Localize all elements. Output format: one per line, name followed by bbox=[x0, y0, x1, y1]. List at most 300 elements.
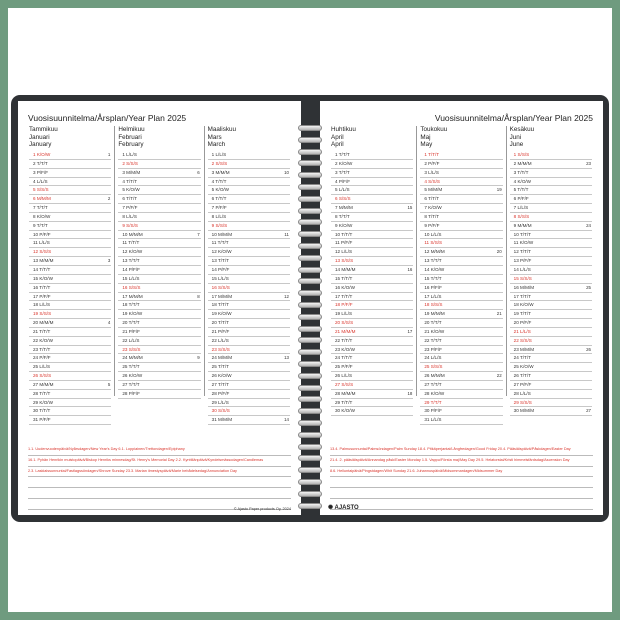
day-row bbox=[29, 178, 111, 187]
month-header bbox=[420, 126, 502, 151]
spiral-ring bbox=[298, 172, 322, 178]
day-row bbox=[510, 381, 592, 390]
day-label: 26 K/O/W bbox=[211, 373, 232, 379]
day-label: 19 S/S/S bbox=[33, 311, 52, 317]
day-label: 26 K/O/W bbox=[122, 373, 143, 379]
spiral-ring bbox=[298, 125, 322, 131]
holiday-notes bbox=[28, 445, 291, 510]
day-row bbox=[29, 354, 111, 363]
day-row bbox=[510, 275, 592, 284]
day-label: 8 K/O/W bbox=[33, 213, 51, 219]
day-row bbox=[29, 319, 111, 328]
day-label: 16 S/S/S bbox=[211, 284, 230, 290]
day-row bbox=[510, 337, 592, 346]
day-row bbox=[331, 390, 413, 399]
spiral-ring bbox=[298, 278, 322, 284]
day-row bbox=[510, 372, 592, 381]
day-row bbox=[208, 275, 290, 284]
day-row bbox=[208, 293, 290, 302]
day-label: 21 P/F/F bbox=[122, 328, 140, 334]
day-label: 23 M/M/M bbox=[513, 346, 535, 352]
day-label: 23 T/T/T bbox=[33, 346, 51, 352]
day-row bbox=[118, 151, 200, 160]
day-label: 3 M/M/M bbox=[122, 169, 141, 175]
day-row bbox=[118, 239, 200, 248]
day-label: 15 L/L/S bbox=[122, 275, 140, 281]
day-label: 4 T/T/T bbox=[122, 178, 138, 184]
day-label: 14 M/M/M bbox=[335, 266, 356, 272]
day-row bbox=[208, 204, 290, 213]
day-label: 10 M/M/M bbox=[211, 231, 233, 237]
day-row bbox=[208, 328, 290, 337]
day-row bbox=[29, 213, 111, 222]
day-label: 16 S/S/S bbox=[122, 284, 141, 290]
day-row bbox=[29, 381, 111, 390]
day-label: 2 T/T/T bbox=[33, 160, 48, 166]
day-label: 19 L/L/S bbox=[335, 311, 353, 317]
spiral-ring bbox=[298, 455, 322, 461]
day-label: 29 T/T/T bbox=[424, 399, 442, 405]
day-row bbox=[331, 222, 413, 231]
day-row bbox=[118, 328, 200, 337]
day-row bbox=[420, 248, 502, 257]
week-number: 22 bbox=[496, 373, 502, 379]
day-row bbox=[420, 151, 502, 160]
day-row bbox=[331, 284, 413, 293]
week-number: 20 bbox=[496, 249, 502, 255]
day-label: 19 M/M/M bbox=[424, 311, 445, 317]
holiday-note: 2.3. Laskiaissunnuntai/Fastlagssöndagen/Shrove Sunday 23.3. Marian ilmestyspäivä/Marie bebådelsedag/Annunciation Day bbox=[28, 467, 291, 478]
day-row bbox=[331, 310, 413, 319]
day-label: 11 L/L/S bbox=[33, 240, 50, 246]
day-label: 25 T/T/T bbox=[211, 364, 229, 370]
day-label: 10 P/F/F bbox=[33, 231, 51, 237]
day-row bbox=[208, 346, 290, 355]
week-number: 18 bbox=[407, 390, 413, 396]
day-label: 9 S/S/S bbox=[122, 222, 138, 228]
day-row bbox=[29, 169, 111, 178]
week-number: 12 bbox=[284, 293, 289, 299]
day-row bbox=[118, 372, 200, 381]
day-label: 28 K/O/W bbox=[424, 390, 445, 396]
day-label: 24 M/M/M bbox=[122, 355, 143, 361]
day-label: 2 S/S/S bbox=[122, 160, 138, 166]
month-header bbox=[331, 126, 413, 151]
day-label: 8 L/L/S bbox=[211, 213, 227, 219]
day-row bbox=[331, 204, 413, 213]
day-label: 25 T/T/T bbox=[122, 364, 140, 370]
month-name-en: February bbox=[118, 141, 144, 149]
spiral-ring bbox=[298, 149, 322, 155]
left-page bbox=[18, 101, 301, 515]
day-row bbox=[29, 248, 111, 257]
day-row bbox=[331, 195, 413, 204]
day-row bbox=[208, 169, 290, 178]
brand-name: AJASTO bbox=[334, 505, 359, 511]
day-row bbox=[331, 213, 413, 222]
day-row bbox=[420, 275, 502, 284]
day-row bbox=[510, 301, 592, 310]
day-label: 28 P/F/F bbox=[122, 390, 140, 396]
month-name-sv: Maj bbox=[420, 133, 431, 141]
day-row bbox=[118, 222, 200, 231]
day-row bbox=[29, 231, 111, 240]
day-label: 11 P/F/F bbox=[335, 240, 353, 246]
spiral-ring bbox=[298, 267, 322, 273]
day-row bbox=[331, 169, 413, 178]
empty-day-row bbox=[118, 399, 200, 407]
day-row bbox=[510, 407, 592, 416]
day-row bbox=[208, 337, 290, 346]
week-number: 6 bbox=[197, 169, 200, 175]
spiral-ring bbox=[298, 420, 322, 426]
day-label: 25 P/F/F bbox=[335, 364, 353, 370]
day-label: 4 T/T/T bbox=[211, 178, 227, 184]
day-label: 20 P/F/F bbox=[513, 320, 532, 326]
day-row bbox=[331, 337, 413, 346]
day-row bbox=[331, 248, 413, 257]
day-label: 10 M/M/M bbox=[122, 231, 143, 237]
month-column-june bbox=[506, 126, 595, 414]
day-row bbox=[208, 416, 290, 425]
day-label: 17 P/F/F bbox=[33, 293, 51, 299]
day-label: 14 L/L/S bbox=[513, 266, 531, 272]
day-label: 26 T/T/T bbox=[513, 373, 531, 379]
month-header bbox=[510, 126, 592, 151]
day-label: 10 L/L/S bbox=[424, 231, 442, 237]
day-row bbox=[29, 293, 111, 302]
day-row bbox=[29, 204, 111, 213]
day-label: 5 S/S/S bbox=[33, 187, 49, 193]
spiral-ring bbox=[298, 503, 322, 509]
week-number: 26 bbox=[586, 346, 591, 352]
holiday-note: 1.1. Uudenvuodenpäivä/Nyårsdagen/New Year's Day 6.1. Loppiainen/Trettondagen/Epiphany bbox=[28, 445, 291, 456]
day-label: 23 K/O/W bbox=[335, 346, 355, 352]
day-row bbox=[510, 310, 592, 319]
empty-day-row bbox=[331, 416, 413, 424]
month-name-fi: Huhtikuu bbox=[331, 126, 356, 133]
day-row bbox=[208, 301, 290, 310]
day-label: 14 K/O/W bbox=[424, 266, 445, 272]
day-label: 10 T/T/T bbox=[335, 231, 353, 237]
day-label: 6 S/S/S bbox=[335, 196, 351, 202]
day-row bbox=[29, 257, 111, 266]
day-row bbox=[29, 151, 111, 160]
day-label: 29 L/L/S bbox=[211, 399, 229, 405]
day-row bbox=[420, 195, 502, 204]
day-row bbox=[331, 354, 413, 363]
day-label: 22 K/O/W bbox=[33, 337, 53, 343]
day-row bbox=[29, 372, 111, 381]
day-label: 11 K/O/W bbox=[513, 240, 534, 246]
day-row bbox=[118, 178, 200, 187]
day-label: 27 P/F/F bbox=[513, 381, 532, 387]
day-row bbox=[29, 266, 111, 275]
month-name-sv: April bbox=[331, 133, 344, 141]
day-row bbox=[118, 195, 200, 204]
day-row bbox=[510, 248, 592, 257]
week-number: 15 bbox=[407, 205, 413, 211]
day-row bbox=[118, 346, 200, 355]
week-number: 25 bbox=[586, 284, 591, 290]
day-label: 19 K/O/W bbox=[211, 311, 232, 317]
month-name-en: March bbox=[207, 141, 226, 149]
day-label: 1 S/S/S bbox=[513, 152, 530, 157]
day-label: 30 K/O/W bbox=[335, 408, 355, 414]
day-row bbox=[420, 257, 502, 266]
week-number: 21 bbox=[496, 311, 502, 317]
day-row bbox=[118, 248, 200, 257]
day-row bbox=[510, 257, 592, 266]
spiral-ring bbox=[298, 302, 322, 308]
day-row bbox=[208, 363, 290, 372]
day-row bbox=[118, 257, 200, 266]
day-row bbox=[331, 301, 413, 310]
day-label: 11 S/S/S bbox=[424, 240, 443, 246]
month-name-sv: Januari bbox=[29, 133, 50, 141]
day-row bbox=[510, 204, 592, 213]
day-row bbox=[420, 222, 502, 231]
day-label: 16 K/O/W bbox=[335, 284, 355, 290]
day-label: 26 M/M/M bbox=[424, 373, 445, 379]
day-label: 25 K/O/W bbox=[513, 364, 534, 370]
spiral-ring bbox=[298, 467, 322, 473]
day-label: 21 K/O/W bbox=[424, 328, 445, 334]
day-label: 2 M/M/M bbox=[513, 160, 532, 166]
week-number: 13 bbox=[284, 355, 289, 361]
spiral-ring bbox=[298, 326, 322, 332]
day-label: 1 K/O/W bbox=[33, 152, 51, 157]
day-row bbox=[118, 213, 200, 222]
day-label: 17 T/T/T bbox=[335, 293, 353, 299]
day-row bbox=[510, 178, 592, 187]
day-label: 6 M/M/M bbox=[33, 196, 51, 202]
month-name-fi: Toukokuu bbox=[420, 126, 448, 133]
week-number: 9 bbox=[197, 355, 200, 361]
day-row bbox=[510, 239, 592, 248]
day-row bbox=[510, 390, 592, 399]
day-row bbox=[331, 293, 413, 302]
day-label: 19 T/T/T bbox=[513, 311, 531, 317]
day-row bbox=[208, 160, 290, 169]
day-label: 24 P/F/F bbox=[33, 355, 51, 361]
spiral-ring bbox=[298, 491, 322, 497]
day-row bbox=[331, 319, 413, 328]
day-label: 7 P/F/F bbox=[211, 205, 227, 211]
copyright-footer: © Ajasto Paper products Oy, 2024 bbox=[233, 507, 291, 511]
month-header bbox=[29, 126, 111, 151]
week-number: 8 bbox=[197, 293, 200, 299]
day-row bbox=[208, 390, 290, 399]
day-row bbox=[510, 160, 592, 169]
holiday-note: 16.1. Pyhän Henrikin muistopäivä/Biskop Henriks minnesdag/St. Henry's Memorial Day 2.2. Kynttilänpäivä/Kyndelsmässodagen/Candlemas bbox=[28, 456, 291, 467]
day-label: 24 L/L/S bbox=[424, 355, 442, 361]
day-row bbox=[208, 248, 290, 257]
day-label: 18 T/T/T bbox=[211, 302, 229, 308]
day-label: 15 T/T/T bbox=[424, 275, 442, 281]
day-row bbox=[420, 407, 502, 416]
day-row bbox=[208, 195, 290, 204]
day-row bbox=[118, 160, 200, 169]
spiral-ring bbox=[298, 290, 322, 296]
day-label: 20 T/T/T bbox=[211, 320, 229, 326]
day-label: 30 S/S/S bbox=[211, 408, 230, 414]
day-label: 2 S/S/S bbox=[211, 160, 228, 166]
spiral-ring bbox=[298, 208, 322, 214]
day-row bbox=[420, 293, 502, 302]
day-label: 29 K/O/W bbox=[33, 399, 53, 405]
day-row bbox=[208, 399, 290, 408]
day-label: 29 T/T/T bbox=[335, 399, 353, 405]
day-row bbox=[118, 266, 200, 275]
day-label: 20 T/T/T bbox=[424, 320, 442, 326]
day-row bbox=[420, 266, 502, 275]
day-label: 28 L/L/S bbox=[513, 390, 531, 396]
day-label: 12 K/O/W bbox=[122, 249, 143, 255]
day-row bbox=[208, 231, 290, 240]
day-label: 30 M/M/M bbox=[513, 408, 535, 414]
day-row bbox=[29, 186, 111, 195]
week-number: 3 bbox=[107, 258, 111, 264]
day-row bbox=[208, 178, 290, 187]
spiral-ring bbox=[298, 349, 322, 355]
day-row bbox=[510, 346, 592, 355]
day-label: 31 P/F/F bbox=[33, 417, 51, 423]
day-label: 4 S/S/S bbox=[424, 178, 440, 184]
month-name-en: May bbox=[420, 141, 433, 149]
day-label: 22 S/S/S bbox=[513, 337, 532, 343]
day-row bbox=[420, 213, 502, 222]
day-row bbox=[331, 346, 413, 355]
day-row bbox=[420, 239, 502, 248]
day-row bbox=[208, 354, 290, 363]
week-number: 11 bbox=[284, 231, 289, 237]
day-row bbox=[208, 257, 290, 266]
spiral-ring bbox=[298, 337, 322, 343]
day-label: 17 M/M/M bbox=[122, 293, 143, 299]
day-row bbox=[510, 293, 592, 302]
day-row bbox=[420, 186, 502, 195]
day-row bbox=[29, 310, 111, 319]
day-label: 1 L/L/S bbox=[122, 152, 137, 157]
day-label: 18 L/L/S bbox=[33, 302, 51, 308]
day-label: 12 L/L/S bbox=[335, 249, 353, 255]
empty-day-row bbox=[510, 416, 592, 424]
day-label: 27 T/T/T bbox=[424, 381, 442, 387]
day-label: 6 P/F/F bbox=[513, 196, 529, 202]
day-row bbox=[420, 204, 502, 213]
day-row bbox=[331, 231, 413, 240]
day-row bbox=[331, 151, 413, 160]
day-row bbox=[208, 151, 290, 160]
day-row bbox=[118, 169, 200, 178]
day-label: 23 S/S/S bbox=[211, 346, 230, 352]
page-title: Vuosisuunnitelma/Årsplan/Year Plan 2025 bbox=[434, 113, 593, 123]
day-label: 23 S/S/S bbox=[122, 346, 141, 352]
month-header bbox=[208, 126, 290, 151]
day-label: 9 T/T/T bbox=[33, 222, 48, 228]
day-row bbox=[118, 390, 200, 399]
day-row bbox=[29, 416, 111, 425]
day-row bbox=[331, 275, 413, 284]
day-label: 1 T/T/T bbox=[424, 152, 440, 157]
month-column-february bbox=[114, 126, 203, 396]
day-row bbox=[208, 186, 290, 195]
day-row bbox=[29, 222, 111, 231]
month-name-sv: Mars bbox=[207, 133, 222, 141]
week-number: 7 bbox=[197, 231, 200, 237]
day-label: 24 T/T/T bbox=[513, 355, 531, 361]
day-row bbox=[208, 213, 290, 222]
spiral-ring bbox=[298, 373, 322, 379]
day-row bbox=[510, 284, 592, 293]
day-row bbox=[331, 178, 413, 187]
day-label: 13 M/M/M bbox=[33, 258, 54, 264]
day-label: 7 L/L/S bbox=[513, 205, 529, 211]
day-label: 9 K/O/W bbox=[335, 222, 353, 228]
day-label: 5 K/O/W bbox=[122, 187, 140, 193]
day-row bbox=[208, 284, 290, 293]
day-row bbox=[510, 213, 592, 222]
note-line bbox=[330, 488, 593, 499]
day-row bbox=[331, 381, 413, 390]
month-column-january bbox=[26, 126, 114, 423]
day-label: 4 K/O/W bbox=[513, 178, 532, 184]
holiday-note: 21.4. 2. pääsiäispäivä/Annandag påsk/Easter Monday 1.5. Vappu/Första maj/May Day 29.5. Helatorstai/Kristi himmelsfärdsdag/Ascension Day bbox=[330, 456, 593, 467]
day-label: 2 K/O/W bbox=[335, 160, 353, 166]
spiral-ring bbox=[298, 231, 322, 237]
day-row bbox=[29, 399, 111, 408]
day-label: 17 M/M/M bbox=[211, 293, 233, 299]
day-row bbox=[420, 328, 502, 337]
day-row bbox=[420, 390, 502, 399]
month-name-fi: Kesäkuu bbox=[509, 126, 535, 133]
day-label: 7 M/M/M bbox=[335, 205, 353, 211]
day-row bbox=[29, 284, 111, 293]
day-label: 11 T/T/T bbox=[211, 240, 229, 246]
day-label: 24 T/T/T bbox=[335, 355, 353, 361]
day-label: 27 S/S/S bbox=[335, 381, 354, 387]
day-row bbox=[510, 169, 592, 178]
day-label: 31 L/L/S bbox=[424, 417, 442, 423]
day-label: 20 T/T/T bbox=[122, 320, 140, 326]
day-label: 6 T/T/T bbox=[122, 196, 138, 202]
month-name-fi: Maaliskuu bbox=[207, 126, 237, 133]
day-label: 16 P/F/F bbox=[424, 284, 442, 290]
day-row bbox=[420, 372, 502, 381]
day-row bbox=[420, 284, 502, 293]
day-row bbox=[208, 381, 290, 390]
day-row bbox=[208, 222, 290, 231]
day-label: 17 T/T/T bbox=[513, 293, 531, 299]
week-number: 27 bbox=[586, 408, 591, 414]
month-name-sv: Februari bbox=[118, 133, 142, 141]
day-label: 2 P/F/F bbox=[424, 160, 440, 166]
day-row bbox=[420, 160, 502, 169]
day-row bbox=[420, 310, 502, 319]
day-label: 3 M/M/M bbox=[211, 169, 230, 175]
day-label: 8 S/S/S bbox=[513, 213, 530, 219]
spiral-ring bbox=[298, 314, 322, 320]
day-label: 31 M/M/M bbox=[211, 417, 233, 423]
empty-day-row bbox=[118, 406, 200, 414]
day-label: 7 T/T/T bbox=[33, 205, 48, 211]
day-row bbox=[510, 328, 592, 337]
day-row bbox=[29, 160, 111, 169]
day-label: 12 K/O/W bbox=[211, 249, 232, 255]
day-label: 3 P/F/F bbox=[33, 169, 49, 175]
day-label: 12 S/S/S bbox=[33, 249, 52, 255]
